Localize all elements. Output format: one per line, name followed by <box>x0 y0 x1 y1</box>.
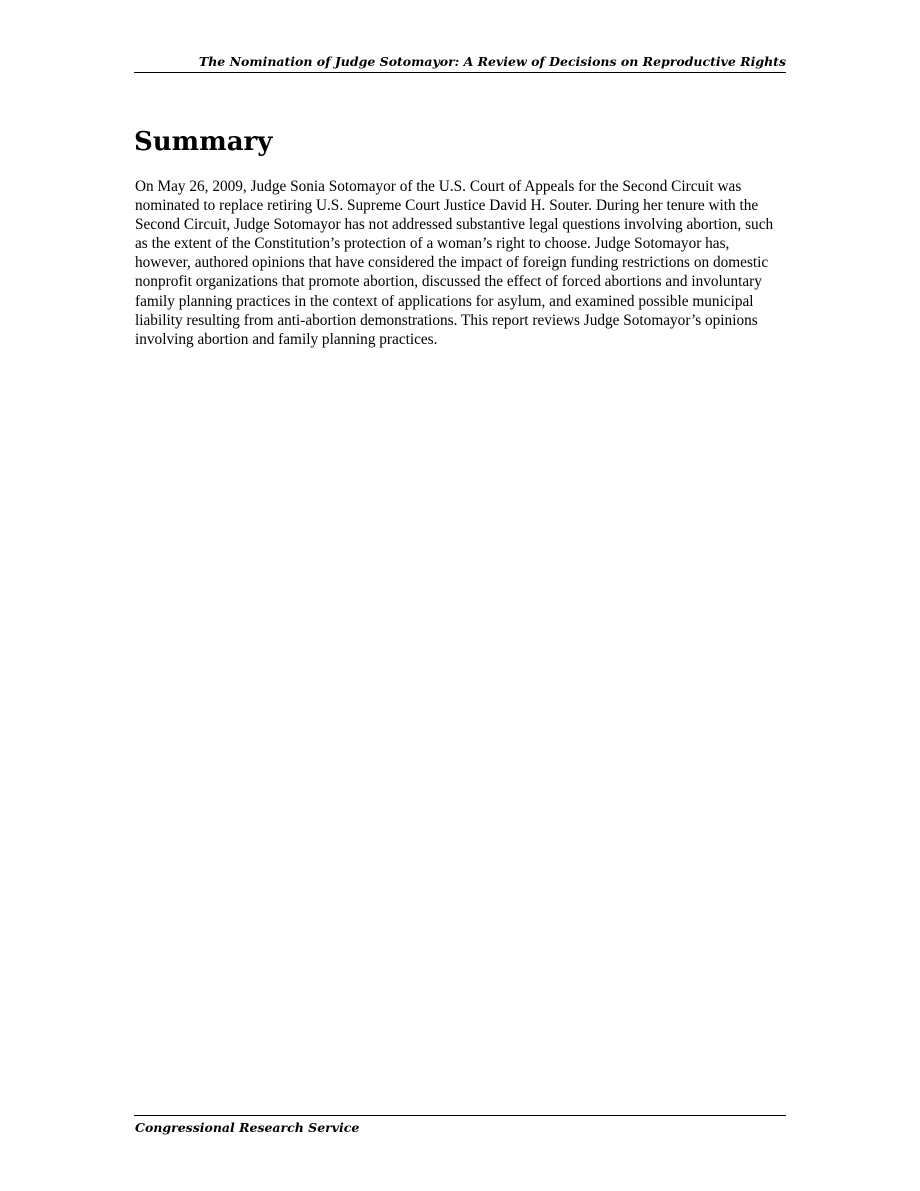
summary-paragraph: On May 26, 2009, Judge Sonia Sotomayor of the U.S. Court of Appeals for the Second Circuit was nominated to replace retiring U.S. Supreme Court Justice David H. Souter. During her tenure with the Second Circuit, Judge Sotomayor has not addressed substantive legal questions involving abortion, such as the extent of the Constitution’s protection of a woman’s right to choose. Judge Sotomayor has, however, authored opinions that have considered the impact of foreign funding restrictions on domestic nonprofit organizations that promote abortion, discussed the effect of forced abortions and involuntary family planning practices in the context of applications for asylum, and examined possible municipal liability resulting from anti-abortion demonstrations. This report reviews Judge Sotomayor’s opinions involving abortion and family planning practices. <box>135 178 774 348</box>
footer-rule <box>134 1115 786 1116</box>
summary-heading: Summary <box>134 127 273 157</box>
header-rule <box>134 72 786 73</box>
running-footer-organization: Congressional Research Service <box>135 1120 360 1135</box>
running-header-title: The Nomination of Judge Sotomayor: A Review of Decisions on Reproductive Rights <box>198 54 786 69</box>
